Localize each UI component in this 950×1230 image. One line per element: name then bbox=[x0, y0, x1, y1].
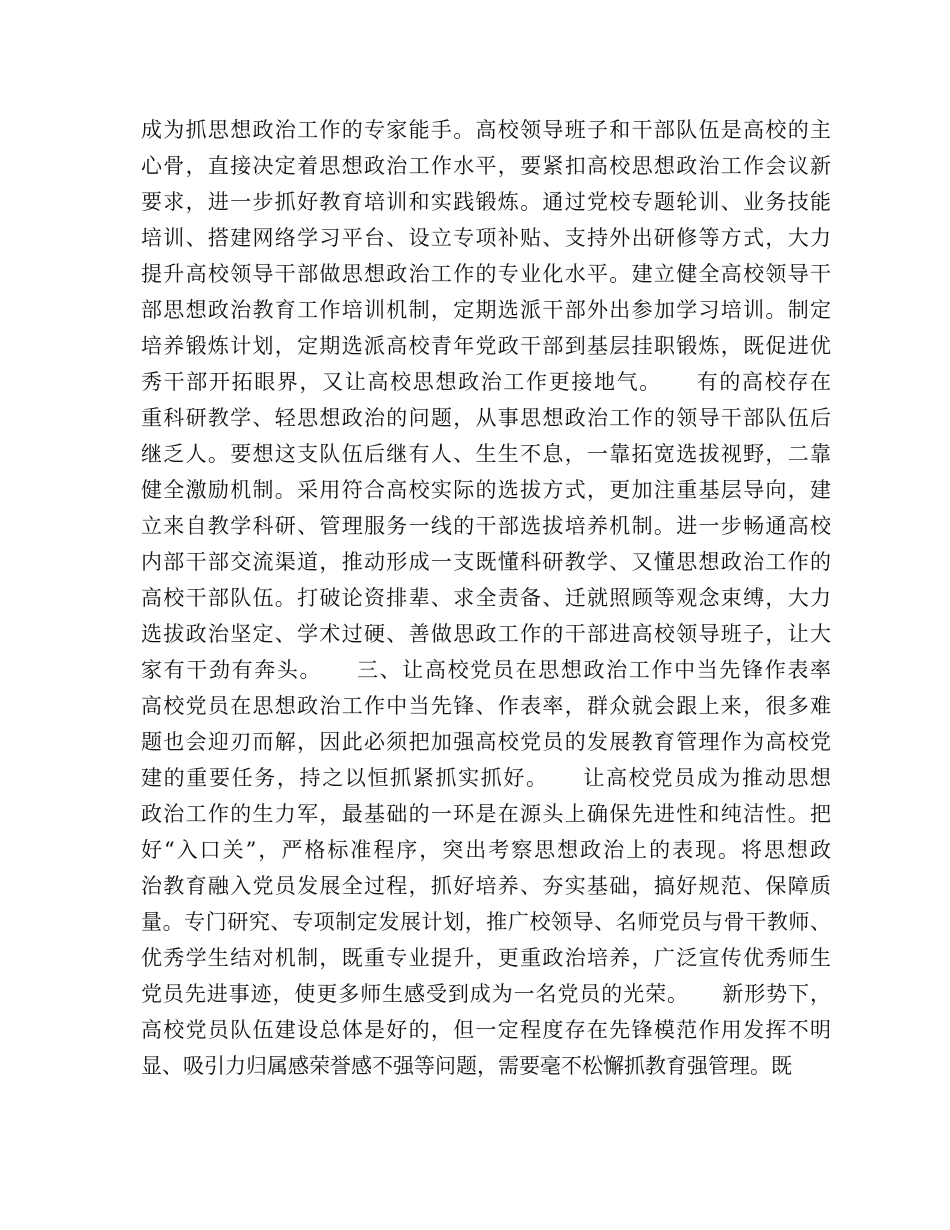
text-line: 心骨，直接决定着思想政治工作水平，要紧扣高校思想政治工作会议新 bbox=[141, 154, 831, 178]
text-line: 继乏人。要想这支队伍后继有人、生生不息，一靠拓宽选拔视野，二靠 bbox=[141, 442, 831, 466]
text-line: 高校党员在思想政治工作中当先锋、作表率，群众就会跟上来，很多难 bbox=[141, 694, 831, 718]
text-line: 高校党员队伍建设总体是好的，但一定程度存在先锋模范作用发挥不明 bbox=[141, 1018, 831, 1042]
text-line: 高校干部队伍。打破论资排辈、求全责备、迁就照顾等观念束缚，大力 bbox=[141, 586, 831, 610]
text-line: 选拔政治坚定、学术过硬、善做思政工作的干部进高校领导班子，让大 bbox=[141, 622, 831, 646]
text-line: 题也会迎刃而解，因此必须把加强高校党员的发展教育管理作为高校党 bbox=[141, 730, 831, 754]
body-text bbox=[141, 112, 831, 1084]
text-line: 优秀学生结对机制，既重专业提升，更重政治培养，广泛宣传优秀师生 bbox=[141, 946, 831, 970]
text-line: 成为抓思想政治工作的专家能手。高校领导班子和干部队伍是高校的主 bbox=[141, 118, 831, 142]
text-line: 健全激励机制。采用符合高校实际的选拔方式，更加注重基层导向，建 bbox=[141, 478, 831, 502]
text-line: 部思想政治教育工作培训机制，定期选派干部外出参加学习培训。制定 bbox=[141, 298, 831, 322]
text-line: 量。专门研究、专项制定发展计划，推广校领导、名师党员与骨干教师、 bbox=[141, 910, 831, 934]
text-line: 显、吸引力归属感荣誉感不强等问题，需要毫不松懈抓教育强管理。既 bbox=[141, 1054, 792, 1078]
text-line: 立来自教学科研、管理服务一线的干部选拔培养机制。进一步畅通高校 bbox=[141, 514, 831, 538]
text-line: 培训、搭建网络学习平台、设立专项补贴、支持外出研修等方式，大力 bbox=[141, 226, 831, 250]
text-line: 党员先进事迹，使更多师生感受到成为一名党员的光荣。 新形势下， bbox=[141, 982, 831, 1006]
text-line: 培养锻炼计划，定期选派高校青年党政干部到基层挂职锻炼，既促进优 bbox=[141, 334, 831, 358]
text-line: 建的重要任务，持之以恒抓紧抓实抓好。 让高校党员成为推动思想 bbox=[141, 766, 831, 790]
text-line: 重科研教学、轻思想政治的问题，从事思想政治工作的领导干部队伍后 bbox=[141, 406, 831, 430]
text-line: 治教育融入党员发展全过程，抓好培养、夯实基础，搞好规范、保障质 bbox=[141, 874, 831, 898]
text-line: 要求，进一步抓好教育培训和实践锻炼。通过党校专题轮训、业务技能 bbox=[141, 190, 831, 214]
text-line: 提升高校领导干部做思想政治工作的专业化水平。建立健全高校领导干 bbox=[141, 262, 831, 286]
text-line: 家有干劲有奔头。 三、让高校党员在思想政治工作中当先锋作表率 bbox=[141, 658, 831, 682]
text-line: 好“入口关”，严格标准程序，突出考察思想政治上的表现。将思想政 bbox=[141, 838, 831, 862]
text-line: 秀干部开拓眼界，又让高校思想政治工作更接地气。 有的高校存在 bbox=[141, 370, 831, 394]
text-line: 内部干部交流渠道，推动形成一支既懂科研教学、又懂思想政治工作的 bbox=[141, 550, 831, 574]
text-line: 政治工作的生力军，最基础的一环是在源头上确保先进性和纯洁性。把 bbox=[141, 802, 831, 826]
